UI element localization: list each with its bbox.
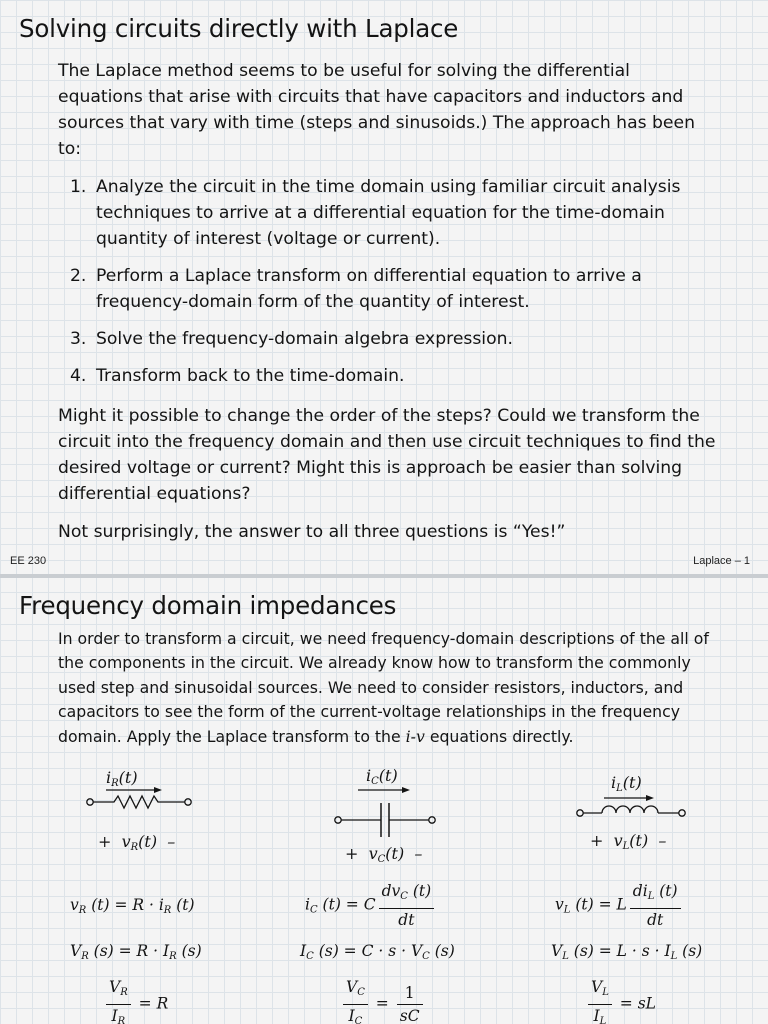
capacitor-impedance: $\frac{V_C}{I_C}$ = $\frac{1}{sC}$: [340, 976, 426, 1024]
intro-text-end: equations directly.: [424, 726, 574, 746]
capacitor-freq-equation: $I_C$ $(s) = C \cdot s \cdot V_C$ (s): [300, 942, 455, 962]
intro-paragraph: The Laplace method seems to be useful for solving the differential equations that arise with circuits that have capacitors and inductors and sources that vary with time (steps and sinusoids.) The approach has been to:: [58, 61, 695, 159]
step-number: 1.: [70, 177, 87, 197]
answer-paragraph: Not surprisingly, the answer to all three questions is “Yes!”: [58, 522, 566, 542]
step-number: 4.: [70, 366, 87, 386]
slide-2: [0, 578, 768, 1024]
capacitor-symbol: [330, 786, 440, 846]
question-paragraph: Might it possible to change the order of the steps? Could we transform the circuit into the frequency domain and then use circuit techniques to find the desired voltage or current? Might this is approach be easier than solving differential equations?: [58, 406, 716, 504]
resistor-impedance: $\frac{V_R}{I_R}$ = R: [103, 976, 168, 1024]
list-item: [58, 263, 718, 315]
inductor-impedance: $\frac{V_L}{I_L}$ = sL: [585, 976, 656, 1024]
capacitor-time-equation: $i_C$ (t) = C $\frac{dv_C (t)}{dt}$: [305, 880, 437, 931]
capacitor-voltage-label: + $v_C(t)$ –: [345, 844, 423, 865]
intro-text: In order to transform a circuit, we need frequency-domain descriptions of the all of the components in the circuit. We already know how to transform the commonly used step and sinusoidal sources. We need to consider resistors, inductors, and capacitors to see the form of the current-voltage relationships in the frequency domain. Apply the Laplace transform to the: [58, 629, 709, 746]
inductor-voltage-label: + $v_L(t)$ –: [590, 831, 667, 852]
steps-list: [58, 174, 718, 400]
resistor-time-equation: $v_R$ $(t) = R \cdot i_R$ (t): [70, 896, 195, 916]
footer-page: Laplace – 1: [693, 555, 750, 567]
slide-title: Solving circuits directly with Laplace: [19, 14, 459, 43]
step-text: Perform a Laplace transform on differential equation to arrive a frequency-domain form of the quantity of interest.: [96, 266, 642, 312]
resistor-voltage-label: + $v_R(t)$ –: [98, 832, 176, 853]
inductor-time-equation: $v_L$ (t) = L $\frac{di_L (t)}{dt}$: [555, 880, 684, 931]
step-number: 3.: [70, 329, 87, 349]
list-item: [58, 326, 718, 352]
iv-term: i-v: [405, 726, 425, 746]
inductor-current-label: $i_L(t)$: [611, 773, 642, 794]
slide-title: Frequency domain impedances: [19, 591, 397, 620]
step-text: Transform back to the time-domain.: [96, 366, 405, 386]
resistor-current-label: $i_R(t)$: [106, 768, 138, 789]
footer-course: EE 230: [10, 555, 47, 567]
capacitor-current-label: $i_C(t)$: [366, 766, 398, 787]
list-item: [58, 174, 718, 252]
step-text: Solve the frequency-domain algebra expression.: [96, 329, 513, 349]
step-number: 2.: [70, 266, 87, 286]
list-item: [58, 363, 718, 389]
inductor-symbol: [574, 796, 690, 828]
step-text: Analyze the circuit in the time domain using familiar circuit analysis techniques to arrive at a differential equation for the time-domain quantity of interest (voltage or current).: [96, 177, 681, 249]
intro-paragraph: [58, 627, 718, 749]
inductor-freq-equation: $V_L$ $(s) = L \cdot s \cdot I_L$ (s): [551, 942, 703, 962]
resistor-freq-equation: $V_R$ $(s) = R \cdot I_R$ (s): [70, 942, 202, 962]
resistor-symbol: [84, 786, 194, 826]
